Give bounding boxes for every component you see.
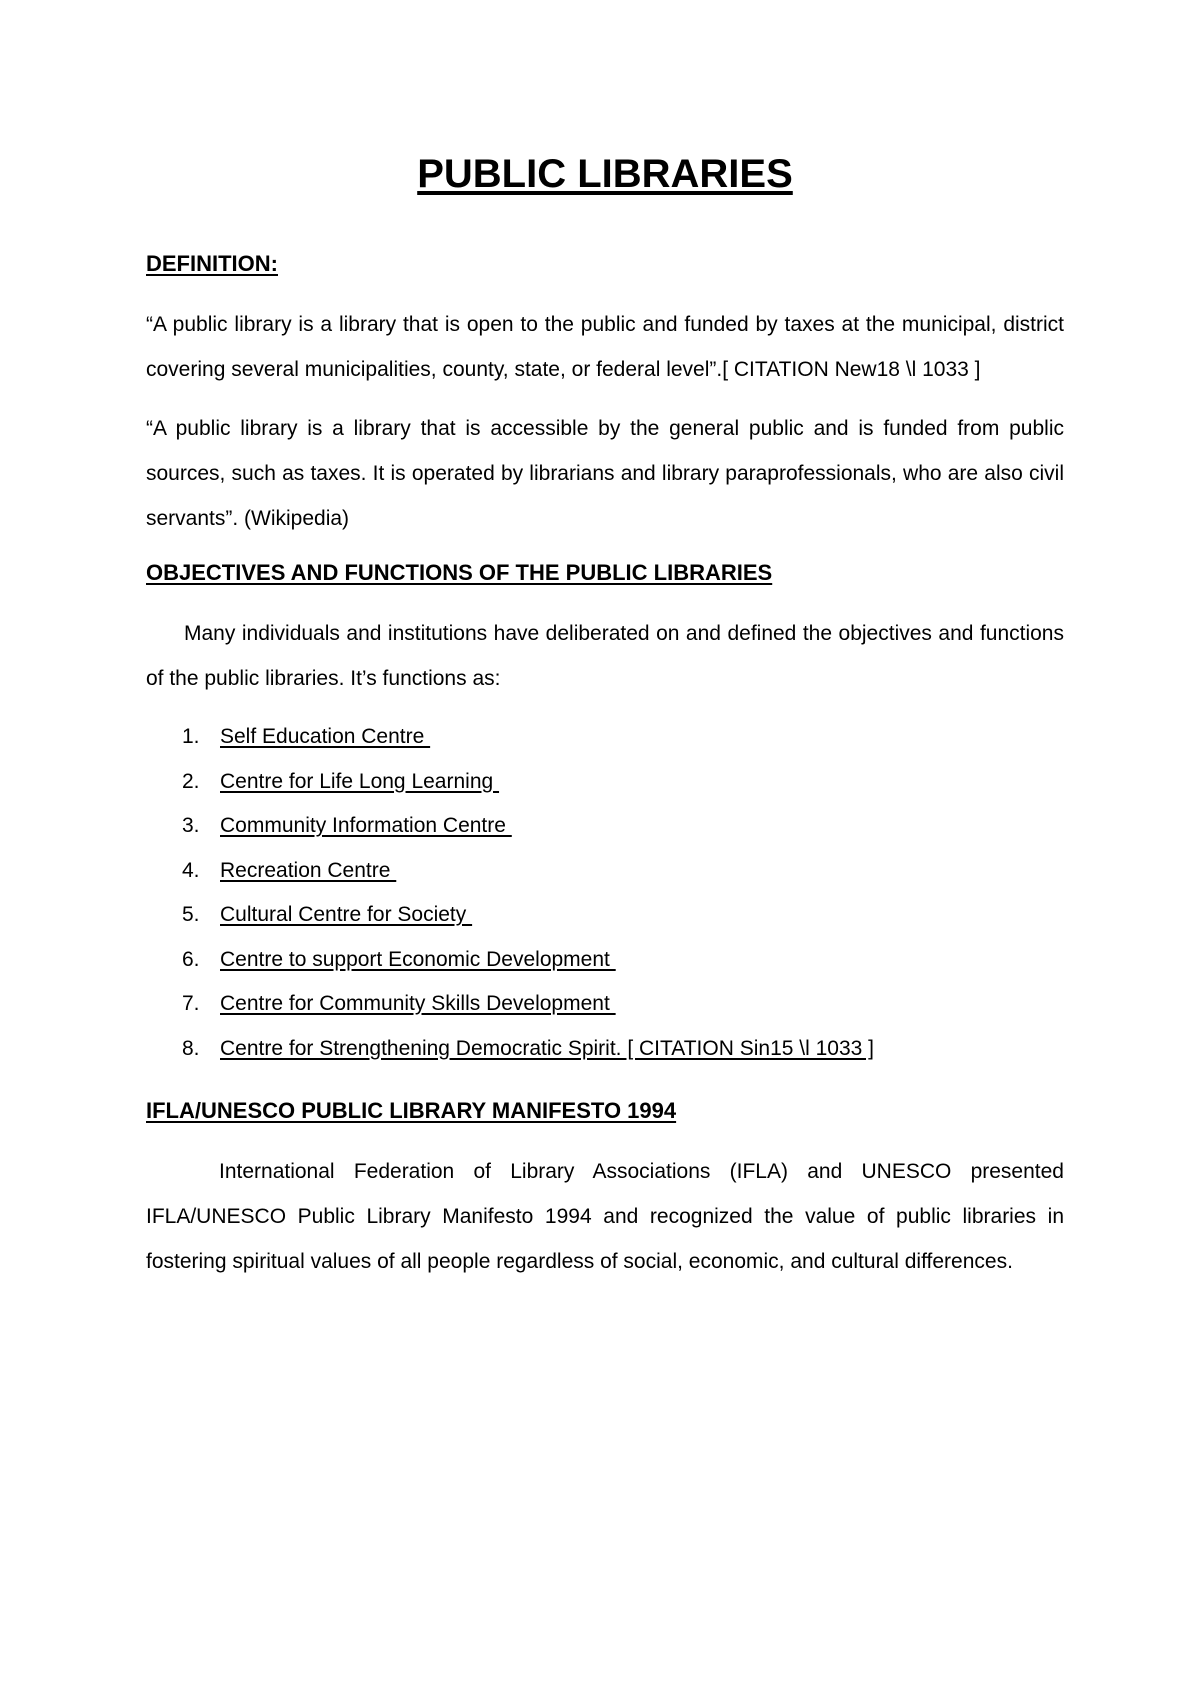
list-item-text: Centre for Life Long Learning bbox=[220, 769, 500, 793]
definition-heading: DEFINITION: bbox=[146, 251, 278, 276]
list-item-text: Centre to support Economic Development bbox=[220, 947, 616, 971]
objectives-intro: Many individuals and institutions have deliberated on and defined the objectives and functions of the public libraries. It’s functions as: bbox=[146, 622, 1064, 690]
list-item-number: 5. bbox=[182, 903, 200, 926]
list-item-number: 2. bbox=[182, 769, 200, 793]
list-item-number: 6. bbox=[182, 947, 200, 971]
list-item-number: 7. bbox=[182, 992, 200, 1015]
list-item bbox=[146, 804, 1064, 849]
list-item-text: Centre for Community Skills Development bbox=[220, 992, 616, 1015]
list-item-number: 1. bbox=[182, 725, 200, 748]
list-item-text: Recreation Centre bbox=[220, 858, 397, 882]
definition-paragraph-2: “A public library is a library that is accessible by the general public and is funded from public sources, such as taxes. It is operated by librarians and library paraprofessionals, who are also civil servants”. (Wikipedia) bbox=[146, 417, 1064, 530]
manifesto-heading: IFLA/UNESCO PUBLIC LIBRARY MANIFESTO 1994 bbox=[146, 1098, 677, 1123]
list-item-text: Self Education Centre bbox=[220, 725, 431, 748]
list-item bbox=[146, 893, 1064, 938]
list-item bbox=[146, 849, 1064, 894]
functions-list bbox=[146, 715, 1064, 1071]
list-item-text: Cultural Centre for Society bbox=[220, 903, 473, 926]
list-item bbox=[146, 938, 1064, 983]
list-item bbox=[146, 1027, 1064, 1072]
list-item bbox=[146, 760, 1064, 805]
list-item bbox=[146, 715, 1064, 760]
list-item-text: Centre for Strengthening Democratic Spirit. [ CITATION Sin15 \l 1033 ] bbox=[220, 1036, 874, 1060]
objectives-heading: OBJECTIVES AND FUNCTIONS OF THE PUBLIC LIBRARIES bbox=[146, 560, 773, 585]
list-item-number: 8. bbox=[182, 1036, 200, 1060]
list-item-text: Community Information Centre bbox=[220, 814, 512, 837]
page-title: PUBLIC LIBRARIES bbox=[417, 152, 793, 196]
list-item bbox=[146, 982, 1064, 1027]
list-item-number: 3. bbox=[182, 814, 200, 837]
document-content bbox=[146, 150, 1064, 1298]
list-item-number: 4. bbox=[182, 858, 200, 882]
definition-paragraph-1: “A public library is a library that is open to the public and funded by taxes at the municipal, district covering several municipalities, county, state, or federal level”.[ CITATION New18 \l 1033 ] bbox=[146, 313, 1064, 381]
manifesto-paragraph: International Federation of Library Associations (IFLA) and UNESCO presented IFLA/UNESCO Public Library Manifesto 1994 and recognized the value of public libraries in fostering spiritual values of all people regardless of social, economic, and cultural differences. bbox=[146, 1160, 1064, 1273]
